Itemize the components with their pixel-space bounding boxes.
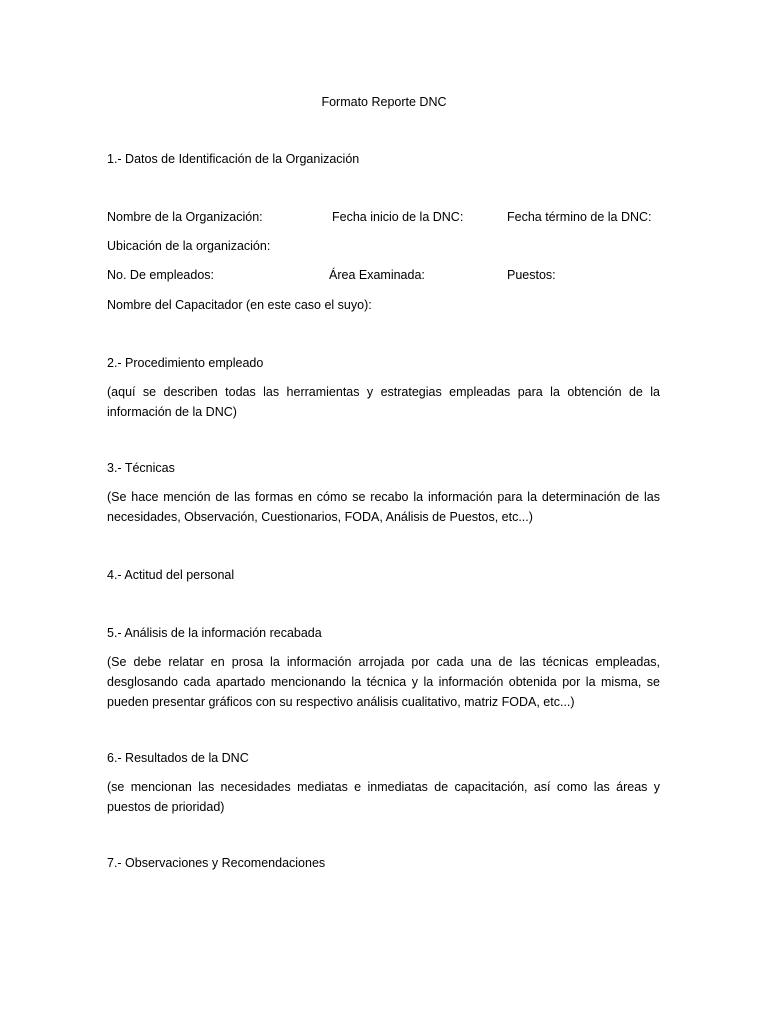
field-puestos: Puestos: [507, 268, 556, 282]
section7-heading: 7.- Observaciones y Recomendaciones [107, 856, 326, 870]
section2-heading: 2.- Procedimiento empleado [107, 356, 264, 370]
field-area-examinada: Área Examinada: [329, 268, 425, 282]
section3-heading: 3.- Técnicas [107, 461, 175, 475]
section3-body: (Se hace mención de las formas en cómo se recabo la información para la determinación de las necesidades, Observación, Cuestionarios, FODA, Análisis de Puestos, etc...) [107, 490, 660, 524]
section1-heading: 1.- Datos de Identificación de la Organización [107, 152, 360, 166]
section4-heading: 4.- Actitud del personal [107, 568, 235, 582]
field-fecha-inicio: Fecha inicio de la DNC: [332, 210, 464, 224]
section6-heading: 6.- Resultados de la DNC [107, 751, 249, 765]
field-ubicacion: Ubicación de la organización: [107, 239, 271, 253]
document-title: Formato Reporte DNC [321, 95, 447, 109]
section2-body: (aquí se describen todas las herramientas y estrategias empleadas para la obtención de la información de la DNC) [107, 385, 660, 419]
section5-body: (Se debe relatar en prosa la información arrojada por cada una de las técnicas empleadas, desglosando cada apartado mencionando la técnica y la información obtenida por la misma, se pueden presentar gráficos con su respectivo análisis cualitativo, matriz FODA, etc...) [107, 655, 660, 709]
field-nombre-organizacion: Nombre de la Organización: [107, 210, 263, 224]
section5-heading: 5.- Análisis de la información recabada [107, 626, 322, 640]
field-fecha-termino: Fecha término de la DNC: [507, 210, 652, 224]
section6-body: (se mencionan las necesidades mediatas e inmediatas de capacitación, así como las áreas y puestos de prioridad) [107, 780, 660, 814]
field-nombre-capacitador: Nombre del Capacitador (en este caso el suyo): [107, 298, 372, 312]
field-no-empleados: No. De empleados: [107, 268, 215, 282]
